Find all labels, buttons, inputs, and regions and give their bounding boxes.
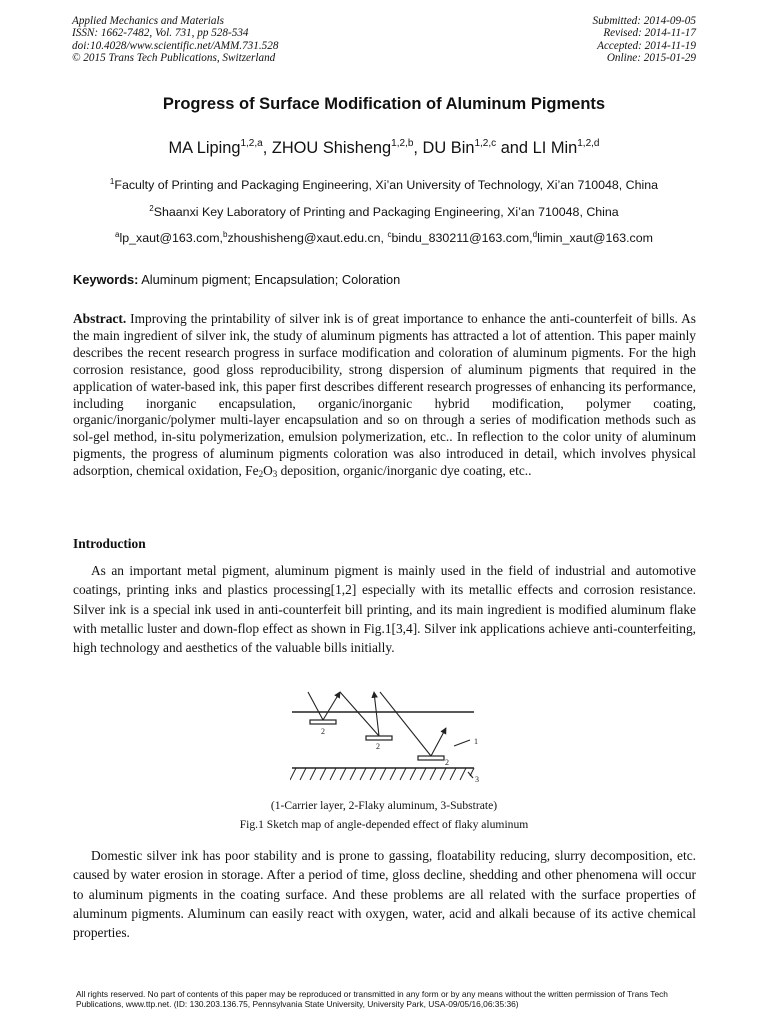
flake-label: 2: [376, 742, 380, 751]
author-name: ZHOU Shisheng: [271, 139, 392, 157]
flake-label: 2: [445, 758, 449, 767]
author-emails: [0, 231, 768, 245]
subscript: 2: [258, 469, 264, 480]
author-name: MA Liping: [168, 139, 241, 157]
author-affiliation-mark: 1,2,a: [240, 138, 263, 149]
author-list: [0, 139, 768, 158]
substrate-label: 3: [475, 775, 479, 784]
online-date: Online: 2015-01-29: [606, 52, 696, 65]
intro-paragraph-2: Domestic silver ink has poor stability and is prone to gassing, floatability reducing, slurry decomposition, etc. caused by water erosion in storage. After a period of time, gloss decline, shedding and other phenomena will occur to aluminum pigments in the coating surface. And these problems are all related with the surface properties of aluminum pigments. Aluminum can easily react with oxygen, water, acid and alkali because of its active chemical properties.: [73, 848, 696, 941]
flake-label: 2: [321, 727, 325, 736]
aluminum-flake-shape: [310, 720, 336, 724]
email-link[interactable]: bindu_830211@163.com,: [391, 231, 533, 245]
copyright-footer: All rights reserved. No part of contents of this paper may be reproduced or transmitted in any form or by any means without the written permission of Trans Tech Publications, www.ttp.net. (ID: 130.203.136.75, Pennsylvania State University, University Park, USA-09/05/16,06:35:36): [76, 989, 668, 1009]
journal-header: [72, 15, 278, 65]
doi-line: doi:10.4028/www.scientific.net/AMM.731.528: [72, 39, 279, 52]
author-name: LI Min: [532, 139, 578, 157]
author-name: DU Bin: [422, 139, 475, 157]
abstract-paragraph: [73, 311, 696, 480]
figure-legend: (1-Carrier layer, 2-Flaky aluminum, 3-Substrate): [270, 799, 498, 812]
abstract-text: Improving the printability of silver ink is of great importance to enhance the anti-counterfeit of bills. As the main ingredient of silver ink, the study of aluminum pigments has attracted a lot of attention. This paper mainly describes the recent research progress in surface modification and coloration of aluminum pigments. For the high corrosion resistance, good gloss reproducibility, strong dispersion of aluminum pigments that required in the application of water-based ink, this paper first describes different research progresses of enhancing its performance, including inorganic encapsulation, organic/inorganic hybrid modification, polymer coating, organic/inorganic/polymer multi-layer encapsulation and so on through a series of modification methods such as sol-gel method, in-situ polymerization, emulsion polymerization, etc.. In reflection to the color unity of aluminum pigments, the progress of aluminum pigments coloration was also introduced in detail, which involves physical adsorption, chemical oxidation, Fe: [73, 311, 696, 479]
affiliation-mark: 1: [109, 177, 115, 186]
aluminum-flake-shape: [418, 756, 444, 760]
email-link[interactable]: limin_xaut@163.com: [537, 231, 653, 245]
abstract-text-end: deposition, organic/inorganic dye coating, etc..: [277, 463, 532, 479]
aluminum-flake-shape: [366, 736, 392, 740]
section-heading-introduction: Introduction: [73, 536, 146, 551]
author-separator: ,: [413, 139, 423, 157]
affiliation-text: Shaanxi Key Laboratory of Printing and Packaging Engineering, Xi’an 710048, China: [153, 205, 619, 219]
paper-title: Progress of Surface Modification of Aluminum Pigments: [162, 95, 606, 113]
figure-caption: Fig.1 Sketch map of angle-depended effect of flaky aluminum: [239, 818, 529, 831]
email-link[interactable]: lp_xaut@163.com,: [119, 231, 223, 245]
copyright-line: © 2015 Trans Tech Publications, Switzerland: [72, 52, 276, 65]
figure-1-diagram: [290, 686, 490, 790]
journal-name: Applied Mechanics and Materials: [72, 15, 224, 27]
email-mark: a: [115, 230, 120, 239]
issn-line: ISSN: 1662-7482, Vol. 731, pp 528-534: [72, 27, 249, 40]
author-separator: ,: [262, 139, 272, 157]
author-separator: and: [496, 139, 533, 157]
submitted-date: Submitted: 2014-09-05: [592, 15, 696, 27]
intro-paragraph-1: As an important metal pigment, aluminum pigment is mainly used in the field of industrial and automotive coatings, printing inks and plastics processing[1,2] especially with its metallic effects and corrosion resistance. Silver ink is a special ink used in anti-counterfeit bill printing, and its main ingredient is modified aluminum flake with metallic luster and down-flop effect as shown in Fig.1[3,4]. Silver ink applications achieve anti-counterfeiting, high technology and aesthetics of the valuable bills initially.: [73, 563, 696, 656]
author-affiliation-mark: 1,2,b: [391, 138, 414, 149]
abstract-label: Abstract.: [73, 311, 127, 326]
email-link[interactable]: zhoushisheng@xaut.edu.cn,: [227, 231, 388, 245]
affiliation-text: Faculty of Printing and Packaging Engineering, Xi’an University of Technology, Xi’an 710048, China: [114, 178, 659, 192]
carrier-layer-label: 1: [474, 737, 478, 746]
affiliation-2: [0, 205, 768, 219]
dates-header: [593, 15, 696, 65]
author-affiliation-mark: 1,2,d: [577, 138, 600, 149]
email-mark: d: [532, 230, 538, 239]
subscript: 3: [272, 469, 278, 480]
email-mark: b: [222, 230, 228, 239]
author-affiliation-mark: 1,2,c: [474, 138, 497, 149]
keywords-text: Aluminum pigment; Encapsulation; Coloration: [138, 272, 401, 287]
formula-part: O: [263, 463, 273, 479]
substrate-hatching: [290, 768, 474, 780]
revised-date: Revised: 2014-11-17: [603, 27, 696, 40]
keywords-line: [73, 272, 400, 287]
affiliation-1: [0, 178, 768, 192]
accepted-date: Accepted: 2014-11-19: [597, 39, 696, 52]
keywords-label: Keywords:: [73, 272, 139, 287]
affiliation-mark: 2: [149, 204, 154, 213]
email-mark: c: [387, 230, 392, 239]
